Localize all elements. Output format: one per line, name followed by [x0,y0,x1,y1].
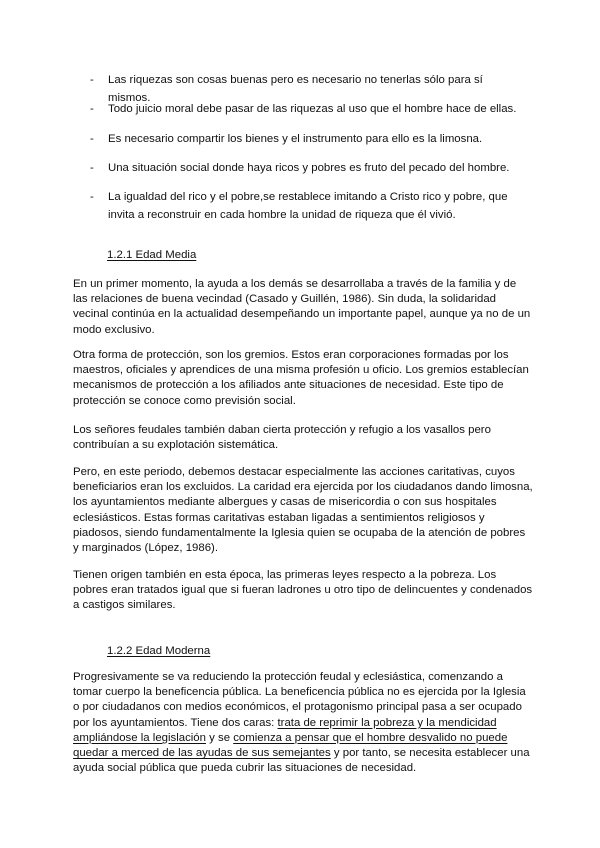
paragraph-text: y se [205,731,234,744]
bullet-marker: - [90,191,94,203]
list-item-text: Todo juicio moral debe pasar de las riquezas al uso que el hombre hace de ellas. [108,103,517,115]
list-item-text: La igualdad del rico y el pobre,se restablece imitando a Cristo rico y pobre, que invita a reconstruir en cada hombre la unidad de riqueza que él vivió. [108,191,508,221]
section-heading-edad-moderna: 1.2.2 Edad Moderna [107,645,211,657]
paragraph: Pero, en este periodo, debemos destacar especialmente las acciones caritativas, cuyos beneficiarios eran los excluidos. La caridad era ejercida por los ciudadanos dando limosna, los ayuntamientos mediante albergues y casas de misericordia o con sus hospitales eclesiásticos. Estas formas caritativas estaban ligadas a sentimientos religiosos y piadosos, siendo fundamentalmente la Iglesia quien se ocupaba de la atención de pobres y marginados (López, 1986). [73,466,533,555]
paragraph [73,670,533,776]
list-item-text: Las riquezas son cosas buenas pero es necesario no tenerlas sólo para sí mismos. [108,74,483,104]
section-heading-edad-media: 1.2.1 Edad Media [107,249,197,261]
paragraph-text: y por tanto, se necesita establecer una ayuda social pública que pueda cubrir las situaciones de necesidad. [73,747,530,775]
underlined-text: comienza a pensar que el hombre desvalido no puede quedar a merced de las ayudas de sus semejantes [73,731,508,760]
paragraph: En un primer momento, la ayuda a los demás se desarrollaba a través de la familia y de las relaciones de buena vecindad (Casado y Guillén, 1986). Sin duda, la solidaridad vecinal continúa en la actualidad desempeñando un importante papel, aunque ya no de un modo exclusivo. [73,278,531,336]
paragraph-text: Progresivamente se va reduciendo la protección feudal y eclesiástica, comenzando a tomar cuerpo la beneficencia pública. La beneficencia pública no es ejercida por la Iglesia o por ciudadanos con medios económicos, el protagonismo principal pasa a ser ocupado por los ayuntamientos. Tiene dos caras: [73,671,526,729]
list-item-text: Una situación social donde haya ricos y pobres es fruto del pecado del hombre. [108,162,510,174]
bullet-marker: - [90,74,94,86]
bullet-marker: - [90,133,94,145]
paragraph: Tienen origen también en esta época, las primeras leyes respecto a la pobreza. Los pobres eran tratados igual que si fueran ladrones u otro tipo de delincuentes y condenados a castigos similares. [73,569,533,612]
bullet-marker: - [90,162,94,174]
underlined-text: trata de reprimir la pobreza y la mendicidad ampliándose la legislación [73,716,497,744]
bullet-marker: - [90,103,94,115]
paragraph: Otra forma de protección, son los gremios. Estos eran corporaciones formadas por los maestros, oficiales y aprendices de una misma profesión u oficio. Los gremios establecían mecanismos de protección a los afiliados ante situaciones de necesidad. Este tipo de protección se conoce como previsión social. [73,349,529,407]
list-item-text: Es necesario compartir los bienes y el instrumento para ello es la limosna. [108,133,483,145]
paragraph: Los señores feudales también daban cierta protección y refugio a los vasallos pero contribuían a su explotación sistemática. [73,424,491,452]
